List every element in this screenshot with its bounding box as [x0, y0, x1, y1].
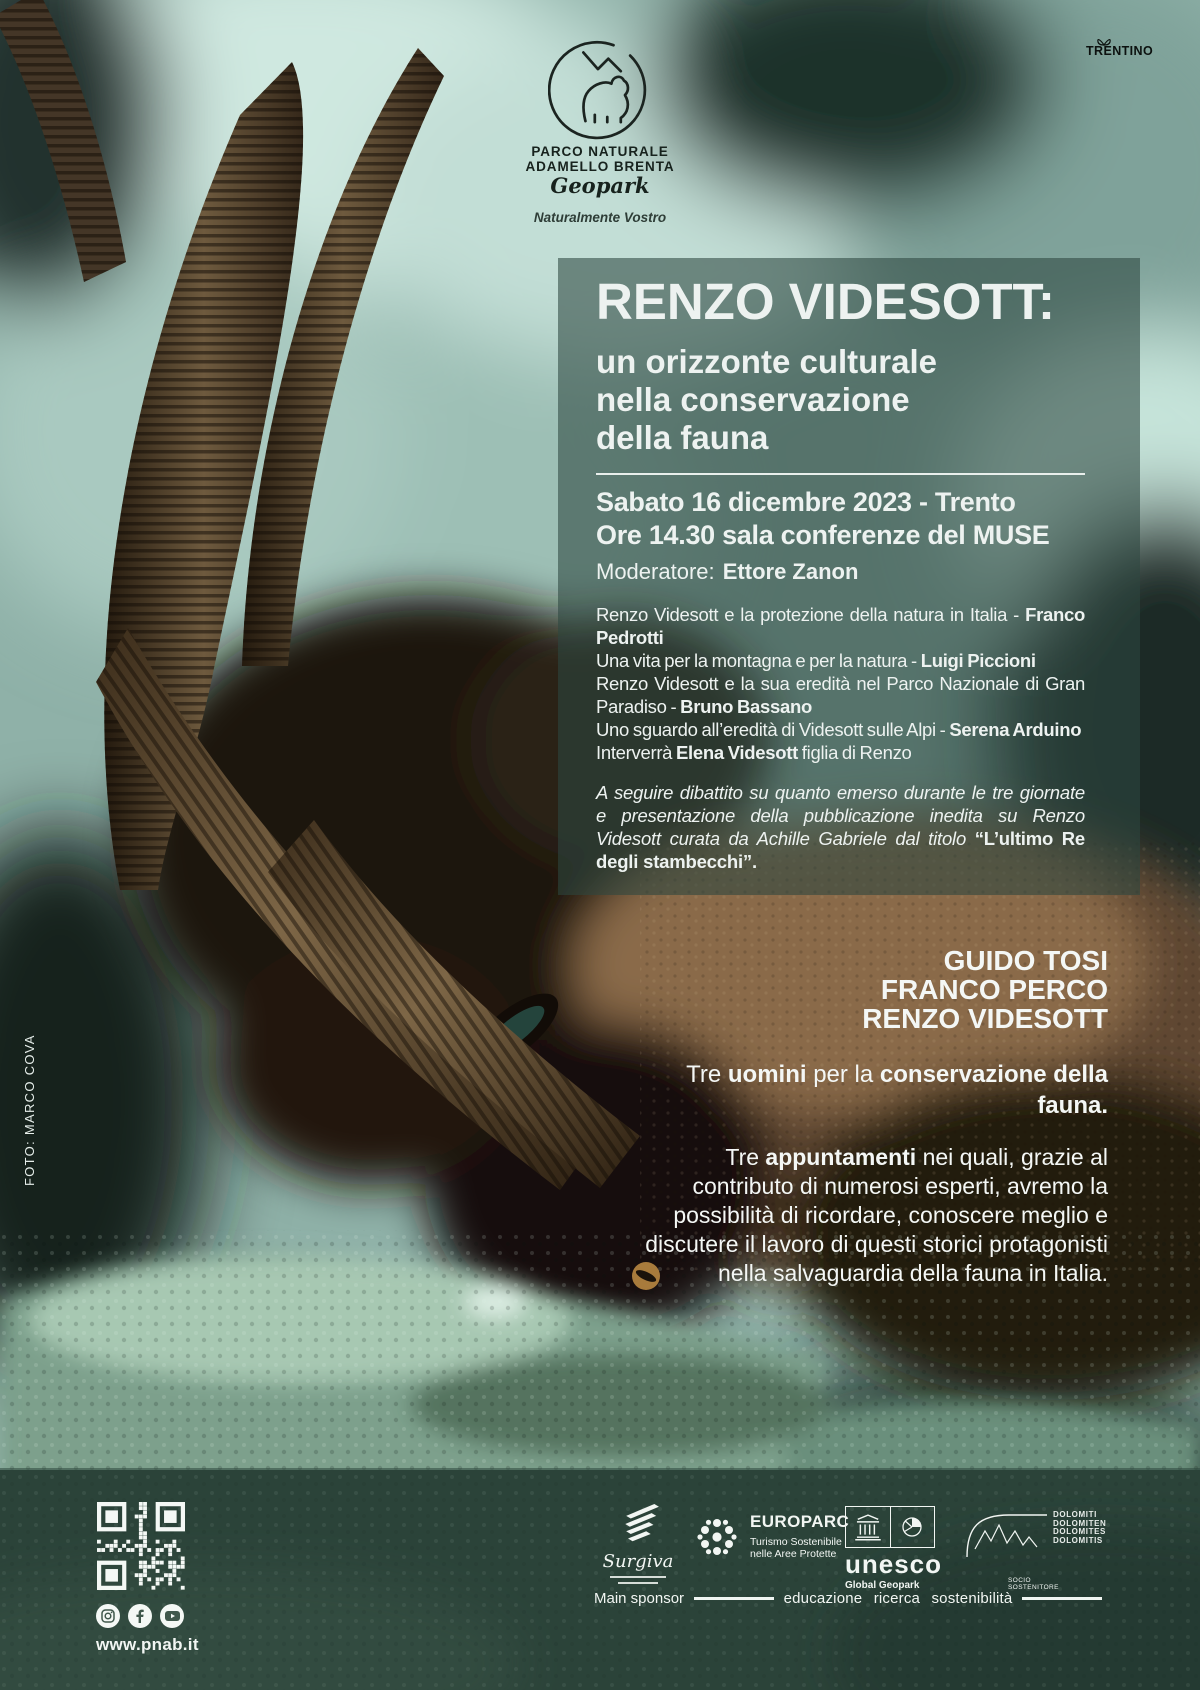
surgiva-name: Surgiva [602, 1551, 674, 1572]
park-name-line1: PARCO NATURALE [531, 144, 669, 159]
qr-code [97, 1502, 185, 1590]
europarc-icon [692, 1512, 742, 1562]
series-name: RENZO VIDESOTT [862, 1003, 1108, 1034]
divider-line [596, 473, 1085, 475]
closing-note-italic: A seguire dibattito su quanto emerso durante le tre giornate e presentazione della pubblicazione inedita su Renzo Videsott curata da Achille Gabriele dal titolo [596, 782, 1085, 849]
event-subtitle [596, 343, 1085, 457]
dolomiti-wordmarks: DOLOMITI DOLOMITEN DOLOMITES DOLOMITIS [1053, 1510, 1107, 1545]
park-logo [450, 40, 750, 225]
dolomiti-mountains-icon [963, 1511, 1047, 1559]
program-item: Interverrà Elena Videsott figlia di Renzo [596, 742, 912, 763]
unesco-name: unesco [845, 1549, 943, 1579]
butterfly-icon [1096, 35, 1112, 47]
divider-rule [1022, 1597, 1102, 1600]
europarc-subtitle: Turismo Sostenibile [750, 1536, 842, 1548]
series-names [588, 946, 1108, 1033]
subtitle-line: della fauna [596, 419, 769, 456]
main-sponsor-label: Main sponsor [594, 1590, 685, 1607]
geopark-globe-icon [891, 1507, 935, 1547]
facebook-icon [128, 1604, 152, 1628]
event-date: Sabato 16 dicembre 2023 - Trento [596, 487, 1016, 517]
series-tagline: Tre uomini per la conservazione della fauna. [686, 1061, 1108, 1119]
sponsor-row [594, 1590, 1102, 1607]
subtitle-line: un orizzonte culturale [596, 343, 938, 380]
program-item: Renzo Videsott e la sua eredità nel Parco Nazionale di Gran Paradiso - Bruno Bassano [596, 673, 1085, 717]
park-name-line2: ADAMELLO BRENTA [525, 159, 675, 174]
event-time-venue: Ore 14.30 sala conferenze del MUSE [596, 520, 1050, 550]
dolomiti-logo [963, 1510, 1107, 1591]
moderator-name: Ettore Zanon [722, 559, 859, 584]
event-when [596, 486, 1085, 552]
program-list [596, 603, 1085, 764]
europarc-logo [692, 1512, 849, 1562]
dolomiti-role: SOCIO SOSTENITORE [1008, 1577, 1059, 1591]
speaker-name: Bruno Bassano [680, 696, 812, 717]
moderator-line [596, 559, 1085, 585]
europarc-subtitle: nelle Aree Protette [750, 1548, 837, 1560]
instagram-icon [96, 1604, 120, 1628]
surgiva-logo [600, 1504, 676, 1584]
series-description: Tre appuntamenti nei quali, grazie al contributo di numerosi esperti, avremo la possibilità di ricordare, conoscere meglio e discutere il lavoro di questi storici protagonisti nella salvaguardia della fauna in Italia. [645, 1144, 1108, 1286]
surgiva-swoosh-icon [616, 1504, 660, 1544]
social-icons [96, 1604, 184, 1628]
speaker-name: Elena Videsott [676, 742, 798, 763]
closing-note [596, 781, 1085, 873]
speaker-name: Serena Arduino [949, 719, 1082, 740]
series-block [588, 946, 1108, 1288]
surgiva-smallprint [618, 1582, 658, 1584]
trentino-label: TRENTINO [1086, 44, 1154, 58]
closing-note-title: “L’ultimo Re degli stambecchi”. [596, 828, 1085, 872]
unesco-subtitle: Global Geopark [845, 1580, 920, 1591]
park-tagline: Naturalmente Vostro [533, 210, 667, 225]
speaker-name: Franco Pedrotti [596, 604, 1085, 648]
program-item: Uno sguardo all’eredità di Videsott sulle Alpi - Serena Arduino [596, 719, 1082, 740]
geopark-script: Geopark [550, 173, 650, 198]
website: www.pnab.it [96, 1635, 199, 1654]
program-item: Una vita per la montagna e per la natura - Luigi Piccioni [596, 650, 1036, 671]
footer-band [0, 1468, 1200, 1690]
divider-rule [694, 1597, 774, 1600]
series-name: FRANCO PERCO [880, 974, 1108, 1005]
youtube-icon [160, 1604, 184, 1628]
surgiva-smallprint [610, 1576, 666, 1578]
trentino-logo [1086, 44, 1153, 58]
event-panel [558, 258, 1140, 895]
motto: educazione ricerca sostenibilità [783, 1590, 1013, 1607]
europarc-name: EUROPARC [750, 1512, 850, 1531]
program-item: Renzo Videsott e la protezione della natura in Italia - Franco Pedrotti [596, 604, 1085, 648]
series-name: GUIDO TOSI [943, 945, 1108, 976]
unesco-temple-icon [846, 1507, 891, 1547]
subtitle-line: nella conservazione [596, 381, 910, 418]
unesco-logo [845, 1506, 942, 1591]
moderator-label: Moderatore: [596, 559, 715, 584]
speaker-name: Luigi Piccioni [920, 650, 1036, 671]
event-title: RENZO VIDESOTT: [596, 273, 1056, 330]
photo-credit: FOTO: MARCO COVA [22, 1034, 37, 1186]
bear-mountain-icon [548, 40, 652, 144]
